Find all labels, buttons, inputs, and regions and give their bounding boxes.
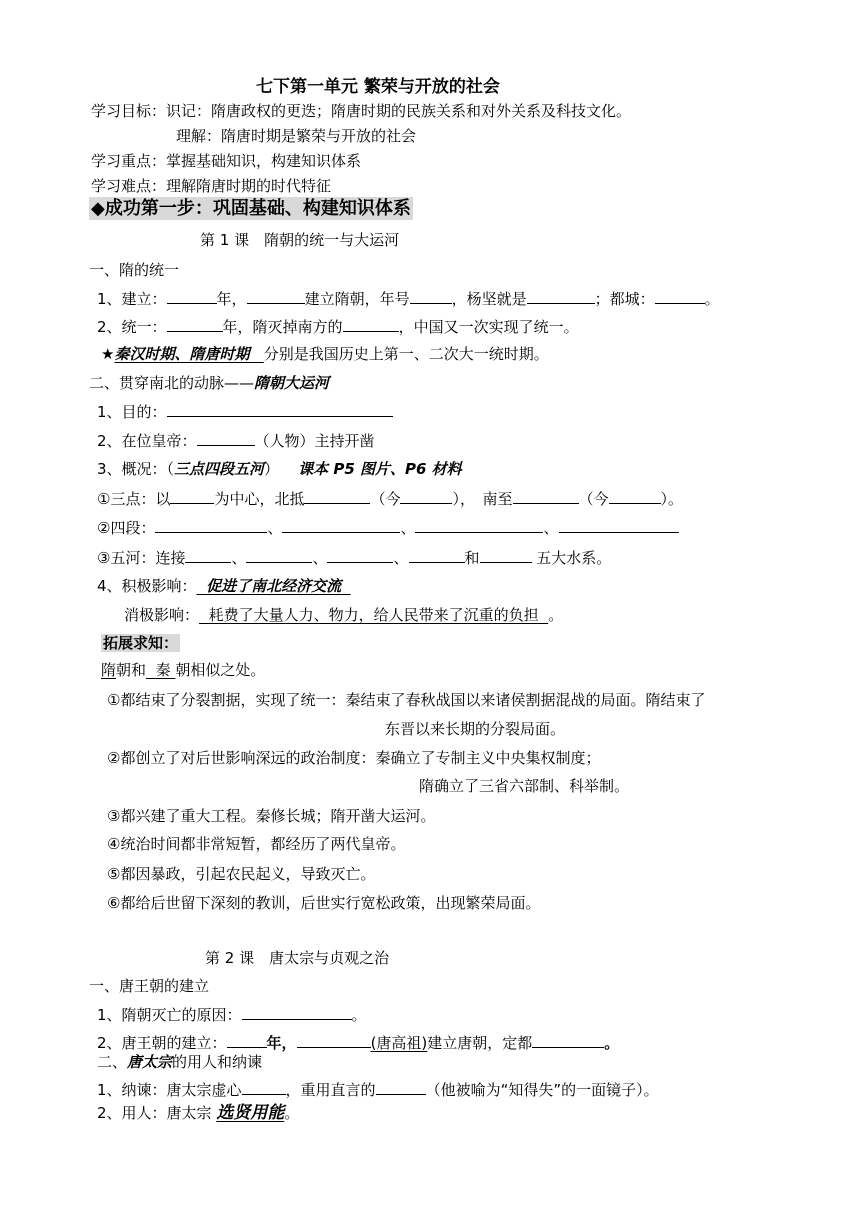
lesson-2-title: 第 2 课 唐太宗与贞观之治 xyxy=(205,949,390,967)
emphasis-text: 选贤用能 xyxy=(216,1103,285,1123)
similarity-2: ②都创立了对后世影响深远的政治制度：秦确立了专制主义中央集权制度； xyxy=(107,749,601,767)
extension-heading-text: 拓展求知： xyxy=(103,634,179,652)
canal-three-points-line xyxy=(97,488,683,509)
similarity-2-continued: 隋确立了三省六部制、科举制。 xyxy=(419,777,630,795)
blank-tang-year[interactable] xyxy=(227,1032,267,1048)
text: ）。 xyxy=(660,490,684,508)
negative-impact-text: 耗费了大量人力、物力，给人民带来了沉重的负担 xyxy=(208,606,539,624)
blank-center[interactable] xyxy=(170,488,214,504)
blank-section-3[interactable] xyxy=(415,517,543,533)
text: ，重用直言的 xyxy=(285,1081,376,1099)
employment-line xyxy=(97,1103,299,1123)
emphasis-text: 三点四段五河 xyxy=(174,460,265,478)
sui-fall-reason-line xyxy=(97,1004,367,1025)
blank-southern-dynasty[interactable] xyxy=(343,316,399,332)
step-one-heading-text: ◆成功第一步：巩固基础、构建知识体系 xyxy=(91,198,411,219)
text: 和 xyxy=(464,549,480,567)
canal-five-rivers-line xyxy=(97,547,611,568)
blank-river-1[interactable] xyxy=(185,547,231,563)
text: 2、统一： xyxy=(97,318,167,336)
blank-capital[interactable] xyxy=(655,288,705,304)
text: ）， 南至 xyxy=(452,490,513,508)
text: （他被喻为“知得失”的一面镜子）。 xyxy=(425,1081,659,1099)
text: 消极影响： xyxy=(124,606,200,624)
text: 为中心，北抵 xyxy=(214,490,305,508)
star-icon: ★ xyxy=(101,345,115,363)
text: （今 xyxy=(370,490,401,508)
text: 3、概况：（ xyxy=(97,460,175,478)
blank-section-1[interactable] xyxy=(155,517,267,533)
text: ；都城： xyxy=(594,290,655,308)
blank-era-name[interactable] xyxy=(410,288,452,304)
text: 的用人和纳谏 xyxy=(172,1053,263,1071)
text: 建立隋朝，年号 xyxy=(304,290,410,308)
text: （人物）主持开凿 xyxy=(254,432,375,450)
canal-overview-line xyxy=(97,459,462,479)
text: 2、用人：唐太宗 xyxy=(97,1104,212,1122)
text: 。 xyxy=(704,290,720,308)
text: 。 xyxy=(604,1034,620,1052)
emphasis-text: 隋朝大运河 xyxy=(254,374,330,392)
blank-purpose[interactable] xyxy=(167,401,393,417)
blank-tang-capital[interactable] xyxy=(532,1032,604,1048)
text: 2、在位皇帝： xyxy=(97,432,197,450)
blank-south[interactable] xyxy=(513,488,579,504)
text: 朝和 xyxy=(116,661,147,679)
similarity-3: ③都兴建了重大工程。秦修长城；隋开凿大运河。 xyxy=(107,807,436,825)
blank-river-5[interactable] xyxy=(480,547,532,563)
text: 建立唐朝，定都 xyxy=(427,1034,533,1052)
canal-positive-impact xyxy=(97,576,351,596)
similarity-6: ⑥都给后世留下深刻的教训，后世实行宽松政策，出现繁荣局面。 xyxy=(107,894,541,912)
emphasis-text: 唐太宗 xyxy=(127,1053,173,1071)
text: 。 xyxy=(351,1006,367,1024)
blank-fall-reason[interactable] xyxy=(242,1004,352,1020)
learning-difficulty: 学习难点：理解隋唐时期的时代特征 xyxy=(91,177,332,195)
text: 五大水系。 xyxy=(536,549,612,567)
text: ，杨坚就是 xyxy=(451,290,527,308)
blank-wei-zheng[interactable] xyxy=(376,1079,426,1095)
blank-yangjian[interactable] xyxy=(527,288,595,304)
similarity-4: ④统治时间都非常短暂，都经历了两代皇帝。 xyxy=(107,835,406,853)
blank-north[interactable] xyxy=(304,488,370,504)
canal-four-sections-line xyxy=(97,517,679,538)
tang-founding-line xyxy=(97,1032,619,1053)
blank-north-today[interactable] xyxy=(400,488,452,504)
blank-south-today[interactable] xyxy=(609,488,661,504)
text: 1、目的： xyxy=(97,403,167,421)
learning-goal-label: 学习目标： xyxy=(91,102,167,120)
extension-heading xyxy=(101,633,180,653)
text: 1、建立： xyxy=(97,290,167,308)
blank-section-4[interactable] xyxy=(559,517,679,533)
blank-tang-founder[interactable] xyxy=(297,1032,371,1048)
text: 年，隋灭掉南方的 xyxy=(222,318,343,336)
blank-accept-advice[interactable] xyxy=(242,1079,286,1095)
text: 、 xyxy=(400,519,416,537)
star-note xyxy=(101,344,549,364)
text: 4、积极影响： xyxy=(97,577,197,595)
learning-key-point: 学习重点：掌握基础知识，构建知识体系 xyxy=(91,152,362,170)
text: (唐高祖) xyxy=(370,1034,428,1052)
remonstrance-line xyxy=(97,1079,659,1100)
blank-unify-year[interactable] xyxy=(167,316,223,332)
text: ） xyxy=(264,460,280,478)
text: 2、唐王朝的建立： xyxy=(97,1034,227,1052)
similarity-1-continued: 东晋以来长期的分裂局面。 xyxy=(385,720,566,738)
emphasis-text: 秦汉时期、隋唐时期 xyxy=(114,345,250,363)
blank-emperor[interactable] xyxy=(197,430,255,446)
emphasis-text: 课本 P5 图片、P6 材料 xyxy=(298,460,462,478)
lesson-2-section-2 xyxy=(97,1052,262,1072)
text: 、 xyxy=(312,549,328,567)
text: 二、贯穿南北的动脉—— xyxy=(89,374,255,392)
comparison-intro xyxy=(101,660,265,680)
text: 年， xyxy=(266,1034,297,1052)
text: 、 xyxy=(543,519,559,537)
text: 、 xyxy=(231,549,247,567)
text: ，中国又一次实现了统一。 xyxy=(398,318,579,336)
learning-goal-understand: 理解：隋唐时期是繁荣与开放的社会 xyxy=(176,127,417,145)
text: ③五河：连接 xyxy=(97,549,186,567)
learning-goal-line-1 xyxy=(91,101,631,121)
blank-river-2[interactable] xyxy=(246,547,312,563)
text: 1、隋朝灭亡的原因： xyxy=(97,1006,242,1024)
text: （今 xyxy=(578,490,609,508)
text: 年， xyxy=(216,290,247,308)
step-one-heading xyxy=(89,199,413,219)
canal-emperor-line xyxy=(97,430,375,451)
text: 分别是我国历史上第一、二次大一统时期。 xyxy=(263,345,549,363)
page-title: 七下第一单元 繁荣与开放的社会 xyxy=(256,77,500,97)
lesson-1-section-1: 一、隋的统一 xyxy=(89,261,180,279)
similarity-1: ①都结束了分裂割据，实现了统一：秦结束了春秋战国以来诸侯割据混战的局面。隋结束了 xyxy=(107,691,706,709)
blank-founder[interactable] xyxy=(247,288,305,304)
text: ②四段： xyxy=(97,519,156,537)
learning-goal-memorize: 识记：隋唐政权的更迭；隋唐时期的民族关系和对外关系及科技文化。 xyxy=(166,102,632,120)
canal-purpose-line xyxy=(97,401,393,422)
similarity-5: ⑤都因暴政，引起农民起义，导致灭亡。 xyxy=(107,865,376,883)
sui-unification-line xyxy=(97,316,579,337)
text: 朝相似之处。 xyxy=(175,661,266,679)
text: 。 xyxy=(548,606,564,624)
text: 。 xyxy=(284,1104,300,1122)
text: 、 xyxy=(393,549,409,567)
blank-river-3[interactable] xyxy=(327,547,393,563)
blank-year[interactable] xyxy=(167,288,217,304)
canal-negative-impact xyxy=(124,605,563,625)
text: ①三点：以 xyxy=(97,490,171,508)
sui-founding-line xyxy=(97,288,720,309)
lesson-1-title: 第 1 课 隋朝的统一与大运河 xyxy=(200,231,400,249)
text: 秦 xyxy=(155,661,171,679)
text: 、 xyxy=(267,519,283,537)
lesson-1-section-2 xyxy=(89,373,329,393)
blank-river-4[interactable] xyxy=(409,547,465,563)
blank-section-2[interactable] xyxy=(282,517,400,533)
positive-impact-text: 促进了南北经济交流 xyxy=(206,577,342,595)
text: 1、纳谏：唐太宗虚心 xyxy=(97,1081,242,1099)
lesson-2-section-1: 一、唐王朝的建立 xyxy=(89,977,210,995)
text: 隋 xyxy=(101,661,117,679)
text: 二、 xyxy=(97,1053,128,1071)
